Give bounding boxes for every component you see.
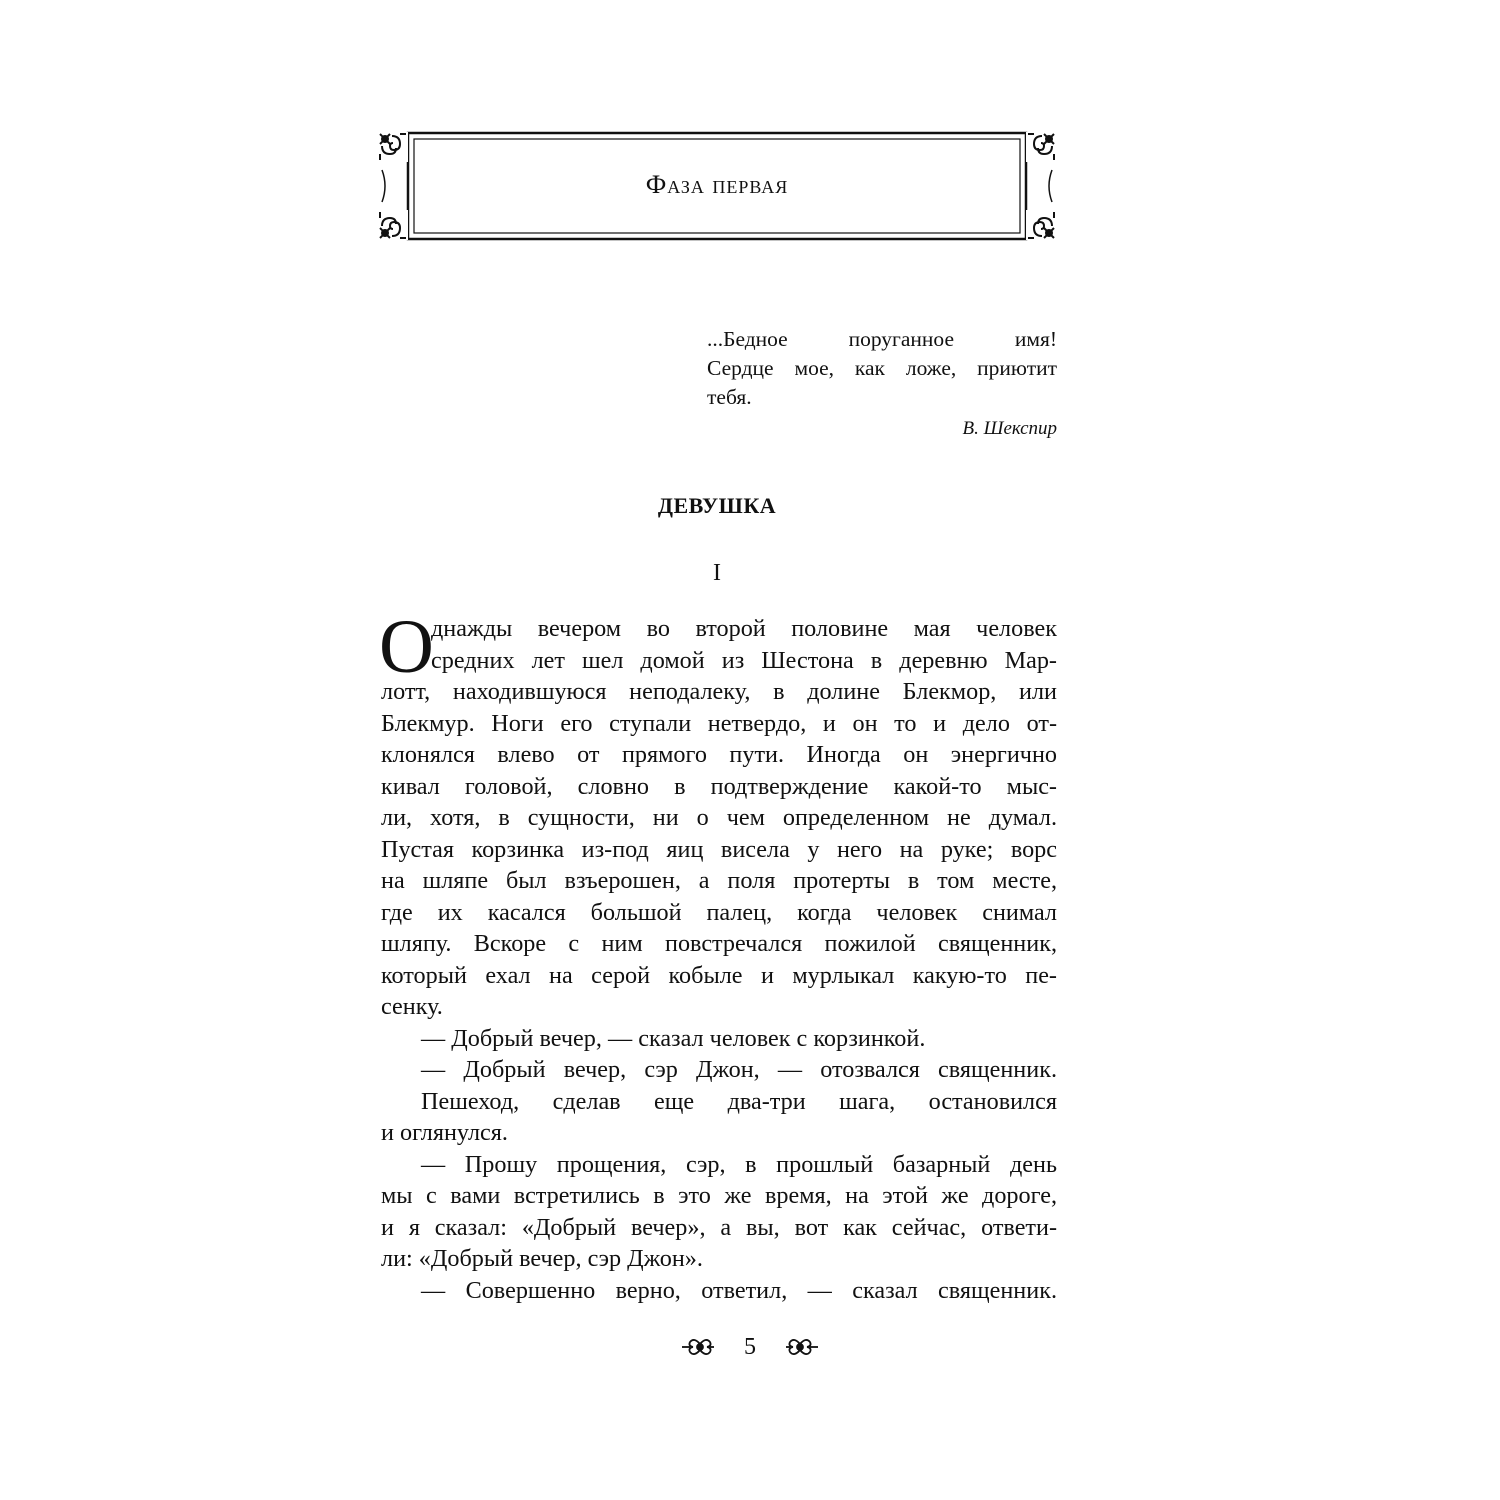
text-line: мы с вами встретились в это же время, на этой же дороге,	[381, 1182, 1057, 1209]
text-line: лотт, находившуюся неподалеку, в долине Блекмор, или	[381, 678, 1057, 705]
page-footer	[0, 1333, 1500, 1361]
chapter-title: ДЕВУШКА	[657, 493, 777, 518]
text-line: — Прошу прощения, сэр, в прошлый базарный день	[421, 1150, 1057, 1178]
text-line: сенку.	[381, 993, 443, 1020]
text-line: Пустая корзинка из-под яиц висела у него на руке; ворс	[381, 835, 1057, 863]
text-line: и я сказал: «Добрый вечер», а вы, вот как сейчас, ответи-	[381, 1213, 1057, 1241]
chapter-frame	[376, 130, 1058, 242]
epigraph-author: В. Шекспир	[962, 418, 1057, 439]
text-line: на шляпе был взъерошен, а поля протерты в том месте,	[381, 867, 1057, 894]
text-line: средних лет шел домой из Шестона в деревню Мар-	[431, 646, 1057, 674]
section-number: I	[713, 560, 721, 586]
epigraph-line: тебя.	[707, 385, 752, 409]
fleuron-icon	[784, 1335, 820, 1359]
drop-cap: О	[379, 605, 434, 689]
text-line: ли, хотя, в сущности, ни о чем определенном не думал.	[381, 804, 1057, 831]
body-text	[379, 605, 1057, 1306]
epigraph-line: ...Бедное поруганное имя!	[707, 327, 1057, 351]
phase-title: Фаза первая	[645, 170, 789, 199]
text-line: Пешеход, сделав еще два-три шага, остановился	[421, 1087, 1057, 1115]
fleuron-icon	[680, 1335, 716, 1359]
text-line: кивал головой, словно в подтверждение какой-то мыс-	[381, 772, 1057, 800]
text-line: — Добрый вечер, сэр Джон, — отозвался священник.	[421, 1056, 1057, 1083]
epigraph-line: Сердце мое, как ложе, приютит	[707, 356, 1057, 380]
text-line: шляпу. Вскоре с ним повстречался пожилой священник,	[381, 930, 1057, 957]
epigraph	[707, 325, 1057, 443]
text-line: — Добрый вечер, — сказал человек с корзинкой.	[421, 1024, 926, 1052]
text-line: днажды вечером во второй половине мая человек	[431, 615, 1057, 642]
page-number: 5	[744, 1333, 756, 1360]
text-line: — Совершенно верно, ответил, — сказал священник.	[421, 1276, 1057, 1304]
text-line: и оглянулся.	[381, 1119, 508, 1146]
text-line: Блекмур. Ноги его ступали нетвердо, и он то и дело от-	[381, 709, 1057, 737]
text-line: клонялся влево от прямого пути. Иногда он энергично	[381, 741, 1057, 768]
text-line: который ехал на серой кобыле и мурлыкал какую-то пе-	[381, 961, 1057, 989]
text-line: ли: «Добрый вечер, сэр Джон».	[381, 1245, 703, 1272]
text-line: где их касался большой палец, когда человек снимал	[381, 898, 1057, 926]
